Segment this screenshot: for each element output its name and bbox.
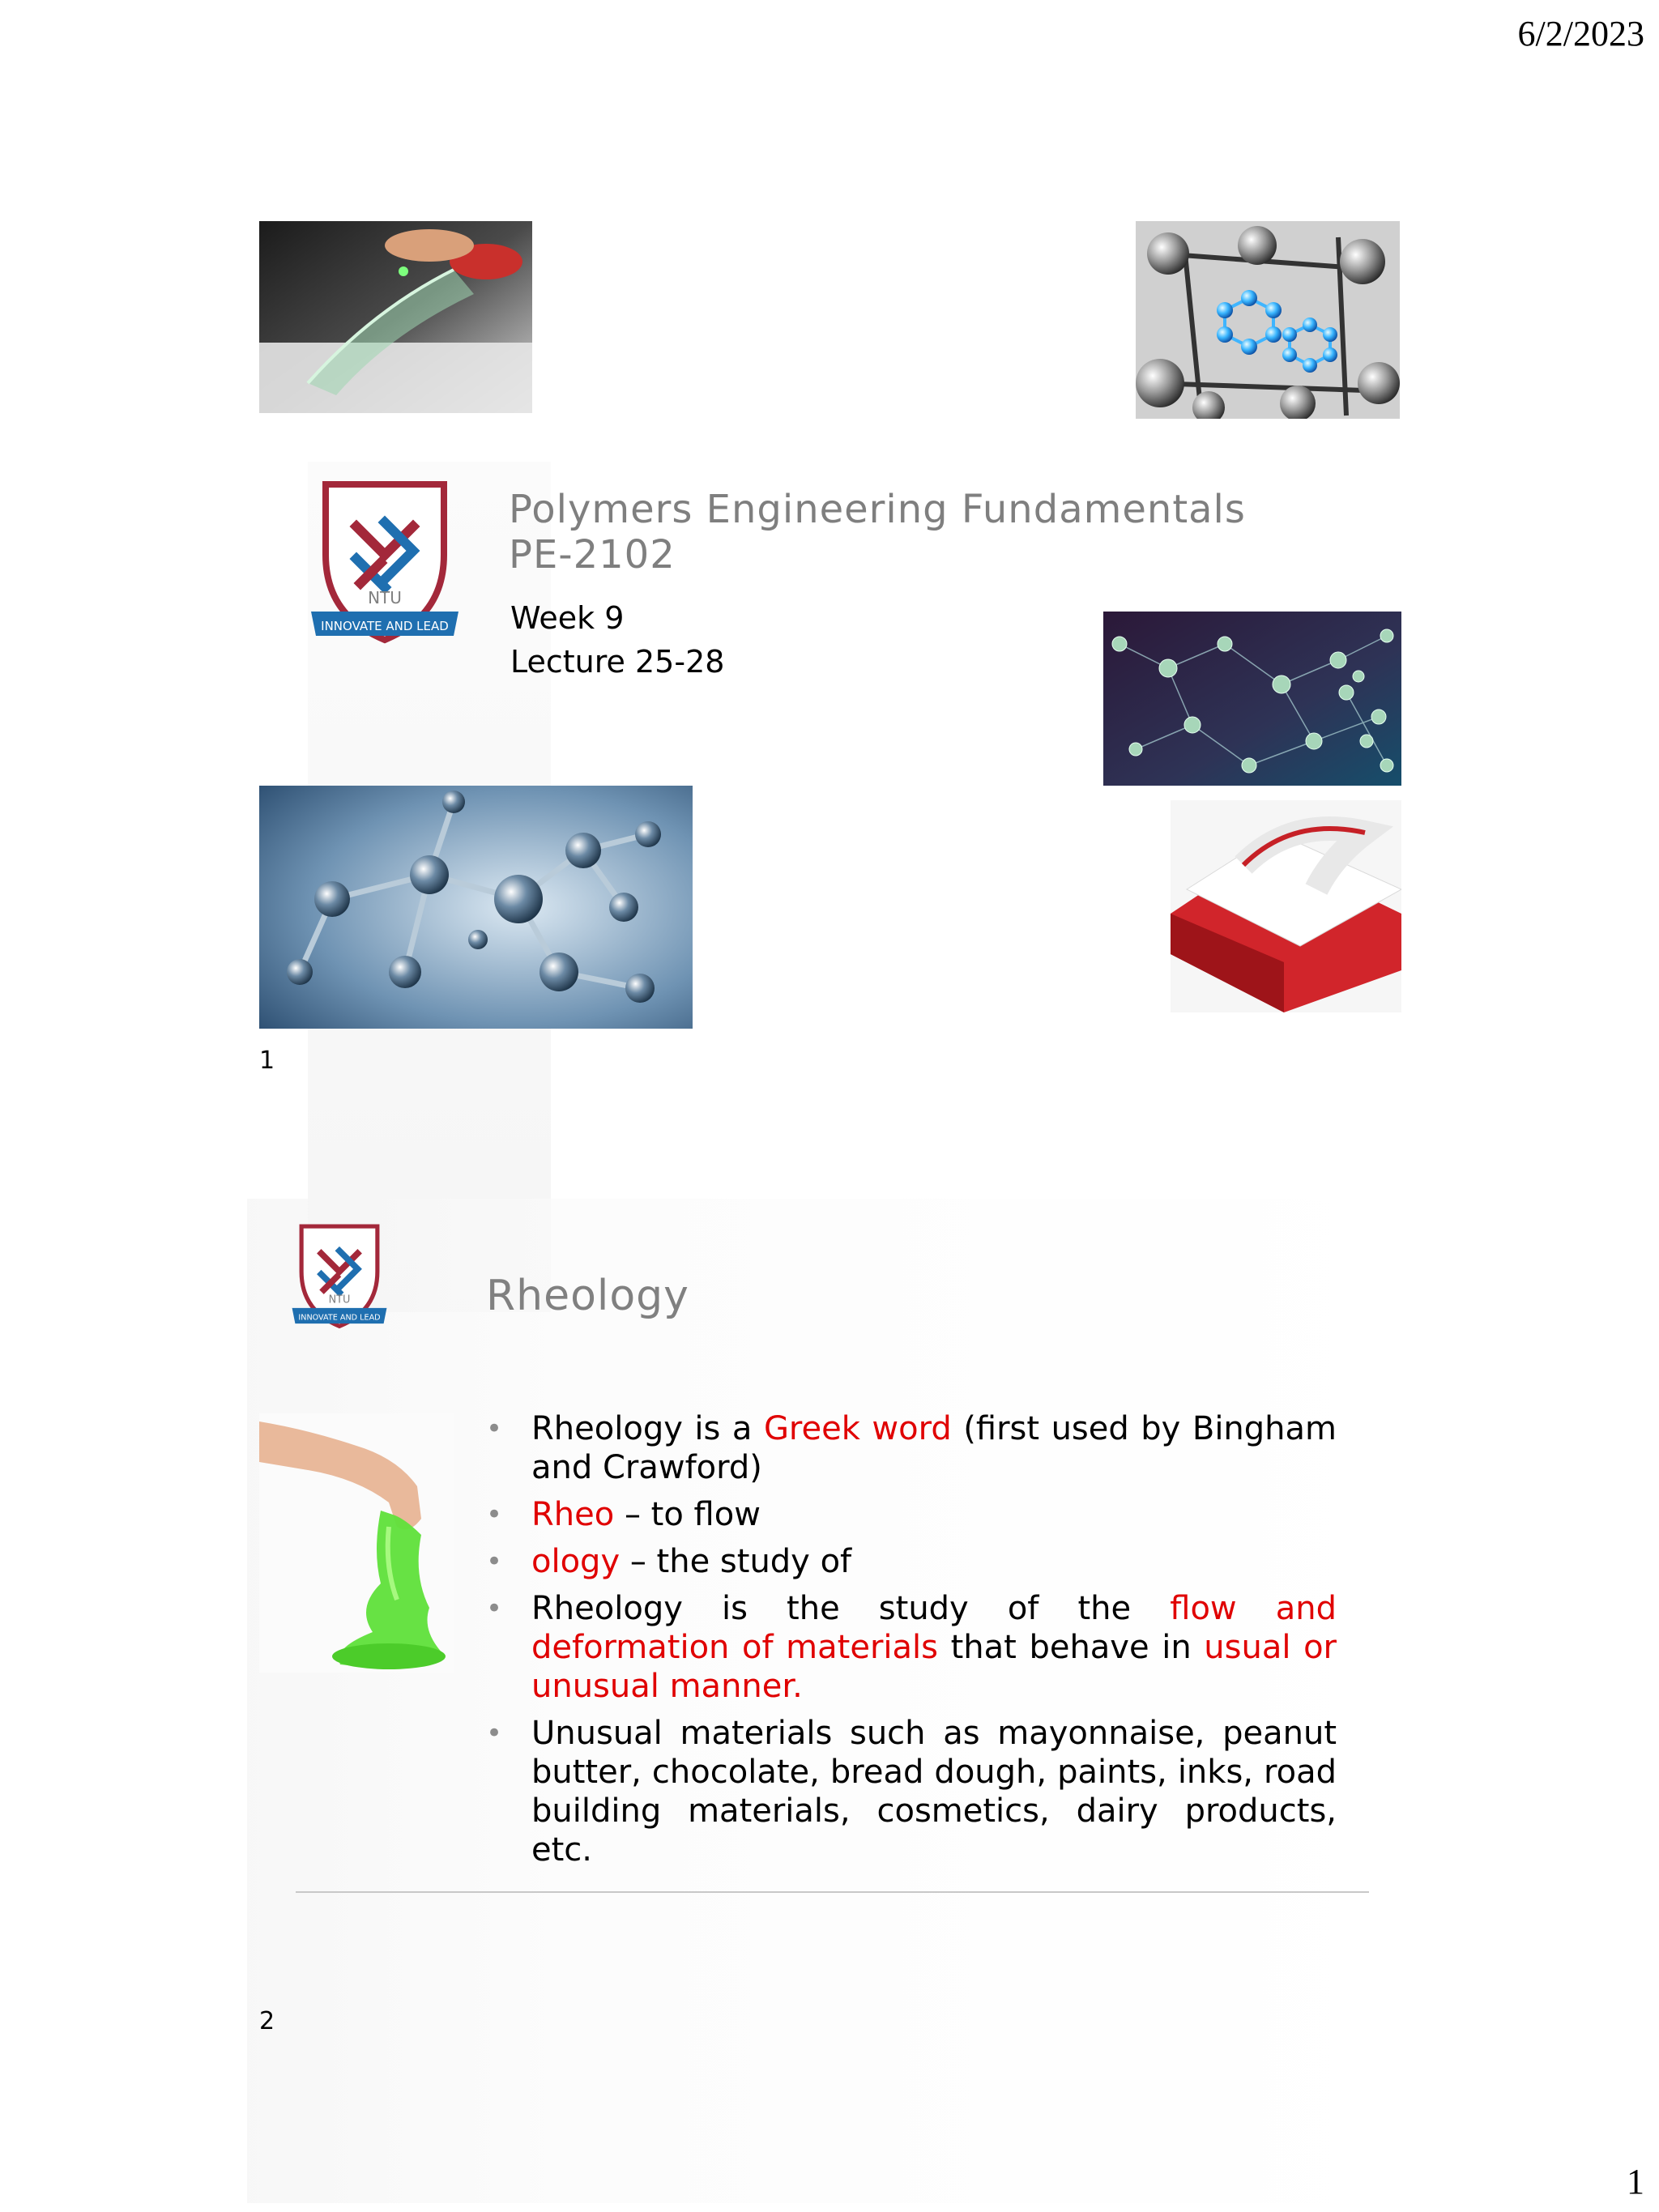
bullet-text: – to flow	[614, 1496, 761, 1533]
course-code: PE-2102	[509, 532, 676, 578]
list-item	[478, 1714, 1337, 1869]
highlight-text: flow and deformation of materials	[531, 1590, 1337, 1666]
list-item	[478, 1589, 1337, 1706]
logo-initials: NTU	[368, 588, 402, 607]
molecule-structure-photo	[259, 786, 693, 1029]
slide2-title: Rheology	[486, 1272, 689, 1320]
bullet-text: that behave in	[937, 1629, 1205, 1666]
list-item	[478, 1495, 1337, 1534]
highlight-text: Greek word	[763, 1410, 952, 1447]
polymer-network-photo	[1103, 612, 1401, 786]
bullet-text: Unusual materials such as mayonnaise, peanut butter, chocolate, bread dough, paints, inks, road building materials, cosmetics, dairy products, etc.	[531, 1715, 1337, 1869]
nanoparticle-network-photo	[1136, 221, 1400, 419]
course-title: Polymers Engineering Fundamentals	[509, 487, 1246, 532]
slime-hand-photo	[259, 1413, 454, 1673]
week-label: Week 9	[510, 600, 625, 636]
highlight-text: usual or unusual manner.	[531, 1629, 1337, 1705]
bullet-text: (first used by Bingham and Crawford)	[531, 1410, 1337, 1486]
rheology-bullet-list	[478, 1409, 1337, 1877]
ntu-logo	[308, 478, 462, 652]
slide2-number: 2	[259, 2007, 275, 2035]
bullet-text: – the study of	[620, 1543, 852, 1580]
logo-motto: INNOVATE AND LEAD	[298, 1313, 381, 1323]
highlight-text: Rheo	[531, 1496, 615, 1533]
flexible-display-photo	[259, 221, 532, 413]
slide1-subtitle	[510, 596, 724, 684]
print-date: 6/2/2023	[1517, 14, 1644, 53]
ntu-logo-small	[290, 1221, 389, 1335]
document-page-number: 1	[1627, 2162, 1644, 2201]
lecture-label: Lecture 25-28	[510, 644, 725, 680]
highlight-text: ology	[531, 1543, 621, 1580]
logo-motto: INNOVATE AND LEAD	[321, 619, 449, 633]
bullet-text: Rheology is the study of the	[531, 1590, 1171, 1627]
polymer-sheet-photo	[1171, 800, 1401, 1012]
slide1-number: 1	[259, 1046, 275, 1075]
slide2-divider	[296, 1891, 1369, 1893]
logo-initials: NTU	[328, 1294, 351, 1306]
slide1-title	[509, 487, 1246, 578]
bullet-text: Rheology is a	[531, 1410, 764, 1447]
list-item	[478, 1409, 1337, 1487]
list-item	[478, 1542, 1337, 1581]
